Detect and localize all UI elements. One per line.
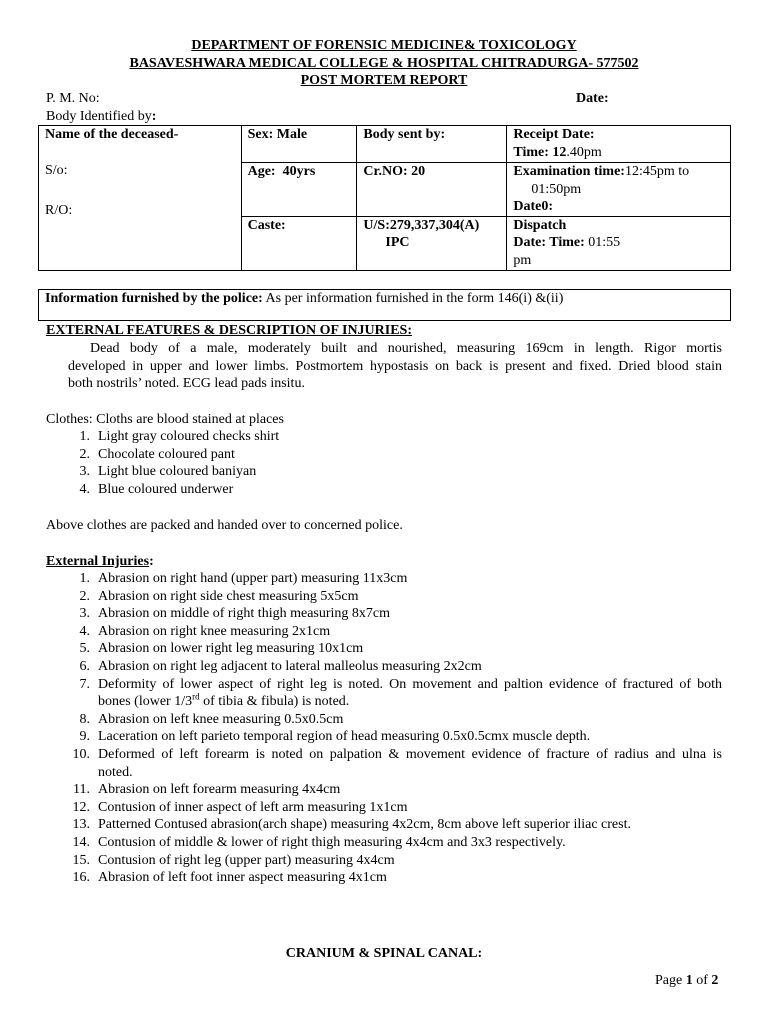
age-label: Age: [247, 164, 276, 179]
list-item [46, 816, 722, 834]
page-word: Page [655, 973, 683, 988]
of-word: of [696, 973, 708, 988]
list-item-number: 5. [79, 641, 90, 657]
crno-value: 20 [411, 164, 426, 179]
list-item-text: Blue coloured underwer [98, 481, 234, 497]
clothes-packed-note: Above clothes are packed and handed over to concerned police. [46, 518, 403, 533]
list-item-text-part: bones (lower 1/3 [98, 694, 193, 710]
college-heading: BASAVESHWARA MEDICAL COLLEGE & HOSPITAL CHITRADURGA- 577502 [129, 56, 639, 71]
list-item-number: 16. [72, 870, 90, 886]
body-sent-cell [357, 126, 507, 163]
list-item [46, 852, 722, 870]
list-item [46, 446, 722, 464]
list-item [46, 658, 722, 676]
police-info-box [38, 289, 731, 321]
list-item-number: 2. [79, 446, 90, 462]
date-label: Date: [576, 91, 609, 106]
external-description-line-2: developed in upper and lower limbs. Postmortem hypostasis on back is present and fixed. Dried blood stain [68, 359, 722, 374]
identified-by-line [46, 108, 156, 126]
list-item-text: Chocolate coloured pant [98, 446, 235, 462]
list-item-text: Abrasion of left foot inner aspect measuring 4x1cm [98, 870, 387, 886]
sex-cell [241, 126, 357, 163]
pm-number-label: P. M. No: [46, 91, 100, 106]
list-item-number: 10. [72, 746, 90, 762]
list-item-number: 13. [72, 817, 90, 833]
list-item [46, 781, 722, 799]
list-item-text: Abrasion on left knee measuring 0.5x0.5cm [98, 711, 344, 727]
list-item [46, 746, 722, 781]
time-value-hour: 12 [552, 144, 567, 160]
external-description-line-1: Dead body of a male, moderately built and nourished, measuring 169cm in length. Rigor mortis [90, 341, 722, 356]
dispatch-time-value-cont: pm [513, 252, 532, 268]
list-item [46, 676, 722, 711]
deceased-info-table [38, 125, 731, 271]
list-item-number: 15. [72, 852, 90, 868]
sex-label: Sex: [247, 127, 274, 142]
list-item [46, 605, 722, 623]
exam-cell [507, 163, 731, 217]
ro-label: R/O: [45, 203, 73, 219]
list-item-text: Light blue coloured baniyan [98, 464, 257, 480]
list-item-text: Abrasion on lower right leg measuring 10x1cm [98, 641, 364, 657]
identified-by-colon: : [151, 109, 157, 124]
dispatch-time-value: 01:55 [588, 235, 621, 251]
list-item-text: Abrasion on right hand (upper part) measuring 11x3cm [98, 571, 408, 586]
list-item-number: 2. [79, 588, 90, 604]
list-item-text: Deformed of left forearm is noted on palpation & movement evidence of fracture of radius and ulna is [98, 746, 722, 762]
list-item-number: 1. [79, 571, 90, 586]
exam-time-value-cont: 01:50pm [531, 181, 582, 197]
list-item-text: Abrasion on middle of right thigh measuring 8x7cm [98, 606, 391, 622]
caste-label: Caste: [247, 217, 286, 233]
list-item-number: 1. [79, 429, 90, 444]
us-cell [357, 216, 507, 270]
sex-value: Male [276, 127, 308, 142]
list-item-text: Abrasion on left forearm measuring 4x4cm [98, 782, 341, 798]
list-item-text-continued: noted. [98, 764, 133, 780]
list-item [46, 834, 722, 852]
list-item-number: 11. [73, 782, 90, 798]
exam-time-value: 12:45pm to [624, 164, 690, 179]
name-cell [39, 126, 242, 271]
list-item [46, 428, 722, 446]
list-item-text: Deformity of lower aspect of right leg is noted. On movement and paltion evidence of fractured of both [98, 676, 722, 692]
list-item [46, 640, 722, 658]
list-item-text-continued [98, 693, 722, 711]
list-item [46, 588, 722, 606]
list-item-number: 8. [79, 711, 90, 727]
list-item-text: Light gray coloured checks shirt [98, 429, 280, 444]
list-item-text: Contusion of inner aspect of left arm measuring 1x1cm [98, 799, 408, 815]
dispatch-label: Dispatch [513, 217, 567, 233]
list-item [46, 869, 722, 887]
receipt-cell [507, 126, 731, 163]
list-item-number: 4. [79, 623, 90, 639]
list-item-number: 7. [79, 676, 90, 692]
crno-cell [357, 163, 507, 217]
exam-time-label: Examination time: [513, 164, 625, 179]
list-item-text: Abrasion on right knee measuring 2x1cm [98, 623, 331, 639]
age-value: 40yrs [282, 164, 316, 179]
external-injuries-colon: : [149, 554, 154, 569]
list-item-number: 12. [72, 799, 90, 815]
us-section: U/S:279,337,304(A) [363, 217, 480, 233]
list-item [46, 481, 722, 499]
list-item-text: Patterned Contused abrasion(arch shape) measuring 4x2cm, 8cm above left superior iliac crest. [98, 817, 631, 833]
crno-label: Cr.NO: [363, 164, 408, 179]
list-item-text: Abrasion on right side chest measuring 5x5cm [98, 588, 359, 604]
injuries-list [46, 570, 722, 887]
so-label: S/o: [45, 162, 68, 178]
list-item-text: Laceration on left parieto temporal region of head measuring 0.5x0.5cmx muscle depth. [98, 729, 591, 745]
identified-by-label: Body Identified by [46, 109, 152, 124]
time-label: Time: [513, 144, 549, 160]
list-item-text: Abrasion on right leg adjacent to lateral malleolus measuring 2x2cm [98, 658, 482, 674]
list-item [46, 711, 722, 729]
dispatch-cell [507, 216, 731, 270]
page-footer [655, 972, 718, 990]
superscript: rd [192, 691, 200, 702]
clothes-intro: Clothes: Cloths are blood stained at places [46, 412, 284, 427]
dispatch-date-time-label: Date: Time: [513, 235, 585, 251]
police-info-text: As per information furnished in the form 146(i) &(ii) [265, 291, 564, 306]
list-item [46, 799, 722, 817]
list-item-text: Contusion of middle & lower of right thigh measuring 4x4cm and 3x3 respectively. [98, 834, 566, 850]
age-cell [241, 163, 357, 217]
list-item [46, 463, 722, 481]
clothes-list [46, 428, 722, 498]
cranium-spinal-title: CRANIUM & SPINAL CANAL: [285, 946, 483, 961]
list-item-number: 3. [79, 606, 90, 622]
name-label: Name of the deceased- [45, 127, 179, 142]
external-injuries-heading [46, 553, 154, 571]
list-item-number: 6. [79, 658, 90, 674]
body-sent-label: Body sent by: [363, 127, 446, 142]
external-features-title: EXTERNAL FEATURES & DESCRIPTION OF INJURIES: [46, 323, 413, 338]
list-item-number: 4. [79, 481, 90, 497]
department-heading: DEPARTMENT OF FORENSIC MEDICINE& TOXICOLOGY [191, 38, 577, 53]
list-item-number: 9. [79, 729, 90, 745]
list-item [46, 623, 722, 641]
report-title: POST MORTEM REPORT [300, 73, 468, 88]
list-item [46, 570, 722, 588]
list-item-number: 14. [72, 834, 90, 850]
us-ipc: IPC [385, 235, 410, 251]
external-injuries-title: External Injuries [46, 554, 150, 569]
exam-date-label: Date0: [513, 199, 554, 215]
police-info-label: Information furnished by the police: [45, 291, 263, 306]
page-number: 1 [685, 973, 693, 988]
list-item [46, 728, 722, 746]
list-item-text-part: of tibia & fibula) is noted. [199, 694, 350, 710]
external-description-line-3: both nostrils’ noted. ECG lead pads insitu. [68, 376, 305, 391]
list-item-text: Contusion of right leg (upper part) measuring 4x4cm [98, 852, 395, 868]
page-total: 2 [711, 973, 719, 988]
time-value-rest: .40pm [566, 144, 602, 160]
receipt-date-label: Receipt Date: [513, 127, 595, 142]
caste-cell [241, 216, 357, 270]
list-item-number: 3. [79, 464, 90, 480]
